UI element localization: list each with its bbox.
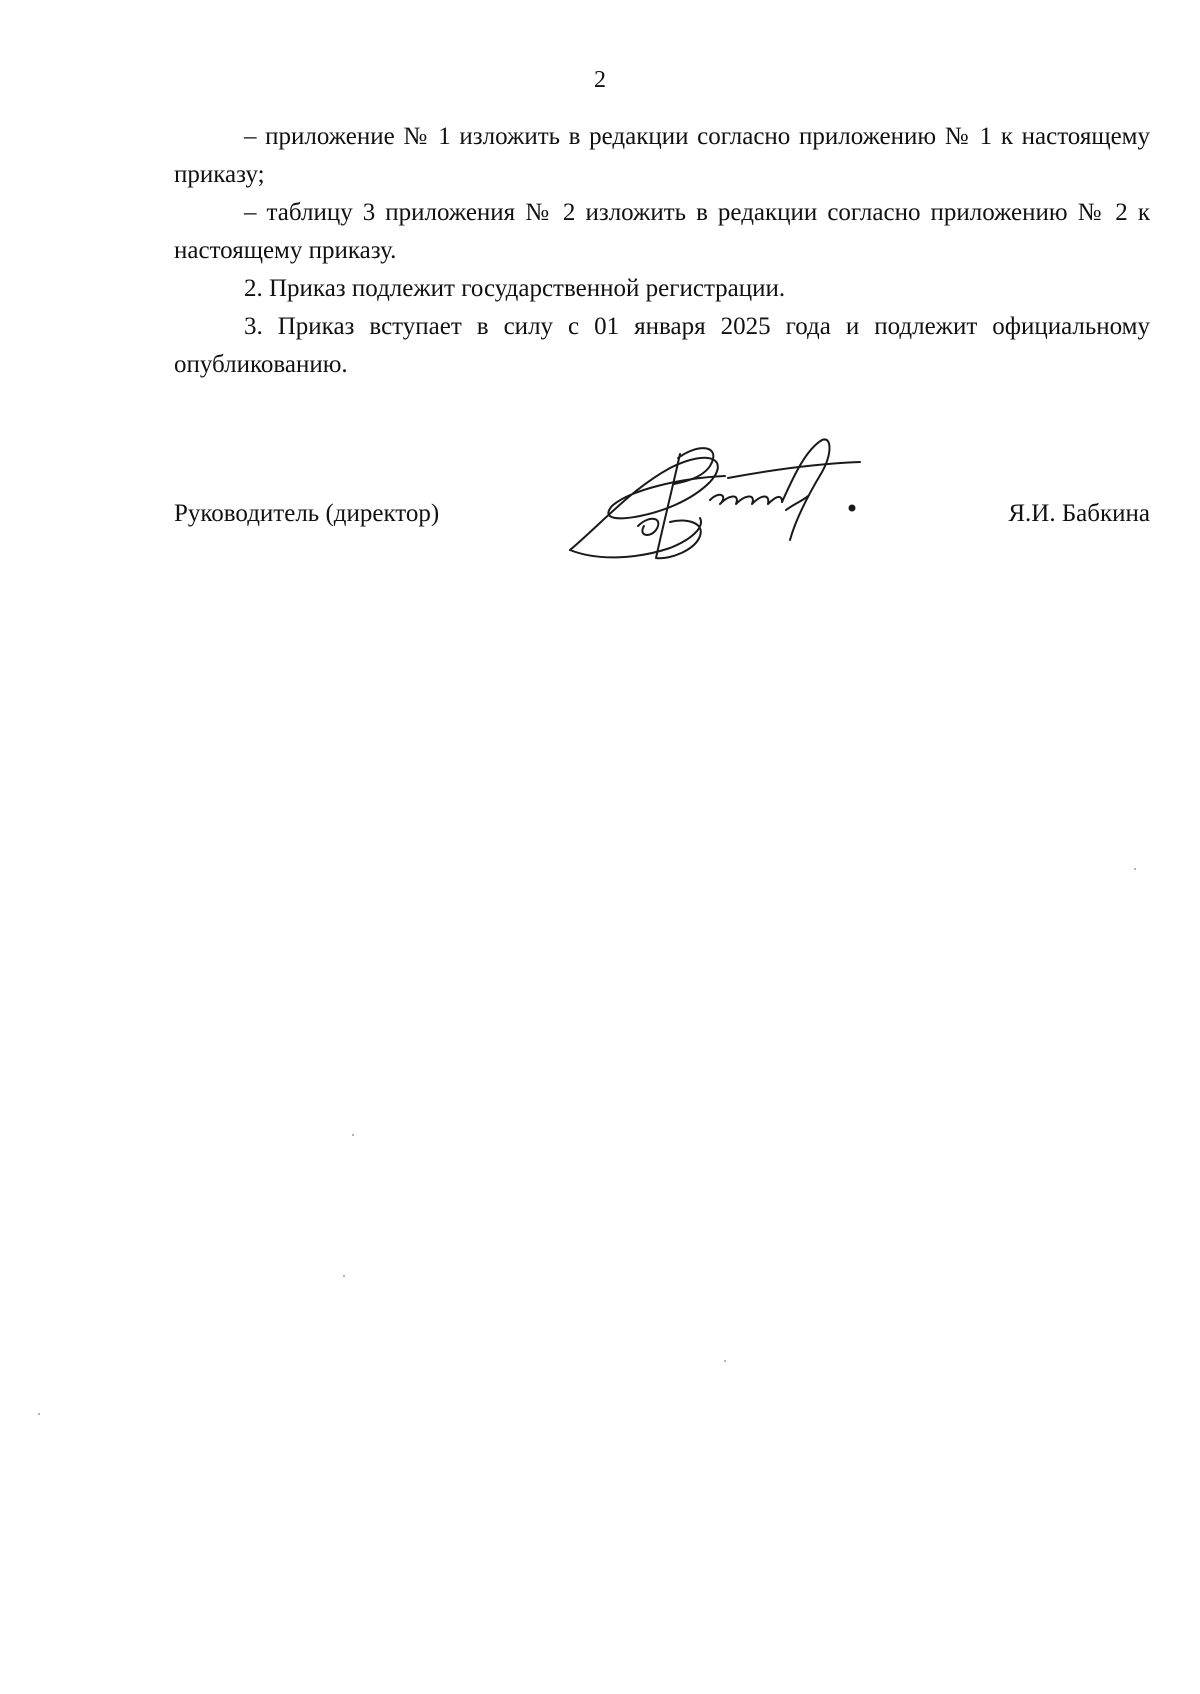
scan-speck bbox=[724, 1360, 726, 1362]
page-number: 2 bbox=[594, 67, 606, 93]
paragraph-registration: 2. Приказ подлежит государственной регистрации. bbox=[244, 275, 786, 302]
document-body bbox=[174, 118, 1150, 384]
scan-speck bbox=[1134, 868, 1136, 870]
scan-speck bbox=[343, 1275, 345, 1277]
signatory-name: Я.И. Бабкина bbox=[1008, 500, 1150, 527]
paragraph-effective-date: 3. Приказ вступает в силу с 01 января 2025 года и подлежит официальному опубликованию. bbox=[174, 313, 1150, 378]
paragraph-table-3: – таблицу 3 приложения № 2 изложить в редакции согласно приложению № 2 к настоящему приказу. bbox=[174, 199, 1150, 264]
paragraph-appendix-1: – приложение № 1 изложить в редакции согласно приложению № 1 к настоящему приказу; bbox=[174, 123, 1150, 188]
handwritten-signature-icon bbox=[560, 430, 870, 580]
scan-speck bbox=[38, 1413, 40, 1415]
scan-speck bbox=[352, 1134, 354, 1136]
signatory-position: Руководитель (директор) bbox=[174, 500, 440, 527]
